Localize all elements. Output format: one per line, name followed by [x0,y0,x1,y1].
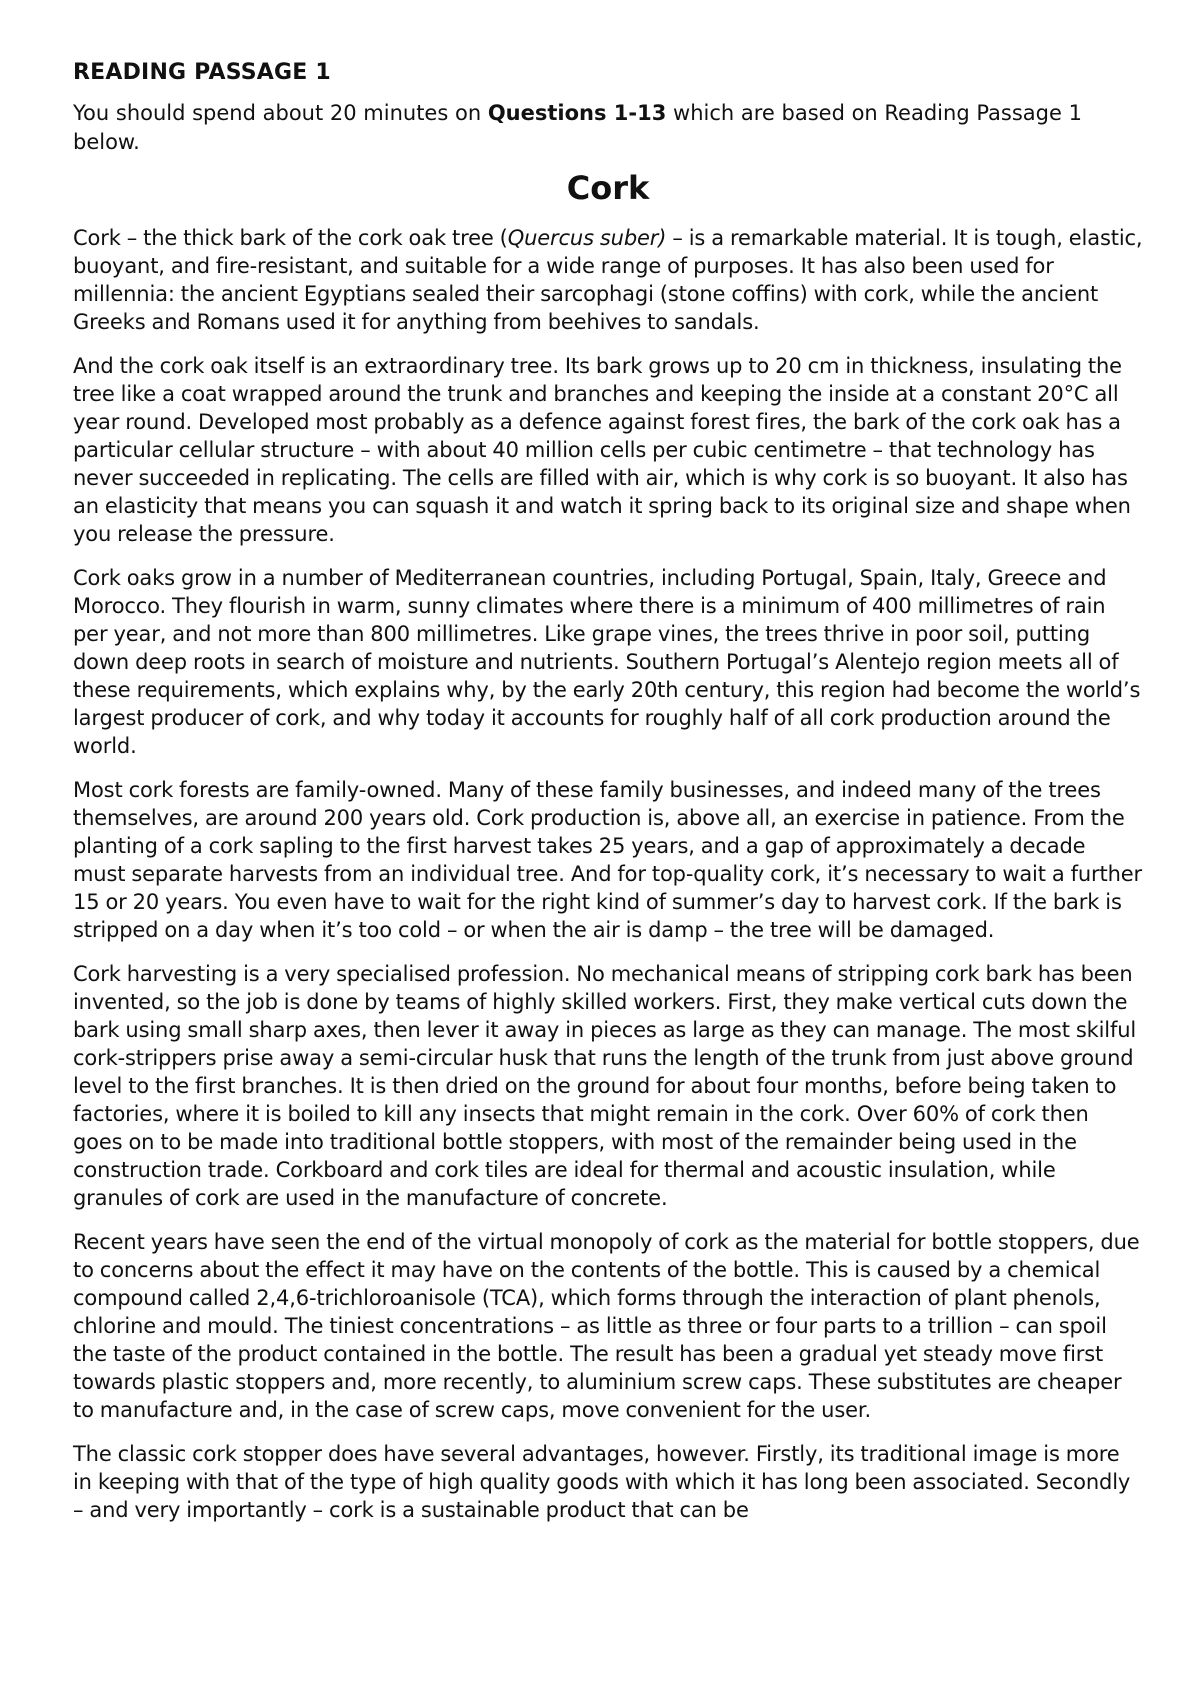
section-heading: READING PASSAGE 1 [73,60,331,85]
paragraph-5: Cork harvesting is a very specialised profession. No mechanical means of stripping cork bark has been invented, so the job is done by teams of highly skilled workers. First, they make vertical cuts down the bark using small sharp axes, then lever it away in pieces as large as they can manage. The most skilful cork-strippers prise away a semi-circular husk that runs the length of the trunk from just above ground level to the first branches. It is then dried on the ground for about four months, before being taken to factories, where it is boiled to kill any insects that might remain in the cork. Over 60% of cork then goes on to be made into traditional bottle stoppers, with most of the remainder being used in the construction trade. Corkboard and cork tiles are ideal for thermal and acoustic insulation, while granules of cork are used in the manufacture of concrete. [73,962,1137,1210]
passage-title: Cork [566,169,650,207]
paragraph-7: The classic cork stopper does have several advantages, however. Firstly, its traditional image is more in keeping with that of the type of high quality goods with which it has long been associated. Secondly – and very importantly – cork is a sustainable product that can be [73,1442,1131,1522]
instructions-questions: Questions 1-13 [487,101,667,125]
paragraph-2: And the cork oak itself is an extraordinary tree. Its bark grows up to 20 cm in thickness, insulating the tree like a coat wrapped around the trunk and branches and keeping the inside at a constant 20°C all year round. Developed most probably as a defence against forest fires, the bark of the cork oak has a particular cellular structure – with about 40 million cells per cubic centimetre – that technology has never succeeded in replicating. The cells are filled with air, which is why cork is so buoyant. It also has an elasticity that means you can squash it and watch it spring back to its original size and shape when you release the pressure. [73,354,1131,546]
scientific-name: Quercus suber) [507,226,667,250]
paragraph-3: Cork oaks grow in a number of Mediterranean countries, including Portugal, Spain, Italy, Greece and Morocco. They flourish in warm, sunny climates where there is a minimum of 400 millimetres of rain per year, and not more than 800 millimetres. Like grape vines, the trees thrive in poor soil, putting down deep roots in search of moisture and nutrients. Southern Portugal’s Alentejo region meets all of these requirements, which explains why, by the early 20th century, this region had become the world’s largest producer of cork, and why today it accounts for roughly half of all cork production around the world. [73,566,1141,758]
paragraph-1 [73,224,1143,336]
paragraph-6: Recent years have seen the end of the virtual monopoly of cork as the material for bottle stoppers, due to concerns about the effect it may have on the contents of the bottle. This is caused by a chemical compound called 2,4,6-trichloroanisole (TCA), which forms through the interaction of plant phenols, chlorine and mould. The tiniest concentrations – as little as three or four parts to a trillion – can spoil the taste of the product contained in the bottle. The result has been a gradual yet steady move first towards plastic stoppers and, more recently, to aluminium screw caps. These substitutes are cheaper to manufacture and, in the case of screw caps, move convenient for the user. [73,1230,1140,1422]
paragraph-4: Most cork forests are family-owned. Many of these family businesses, and indeed many of the trees themselves, are around 200 years old. Cork production is, above all, an exercise in patience. From the planting of a cork sapling to the first harvest takes 25 years, and a gap of approximately a decade must separate harvests from an individual tree. And for top-quality cork, it’s necessary to wait a further 15 or 20 years. You even have to wait for the right kind of summer’s day to harvest cork. If the bark is stripped on a day when it’s too cold – or when the air is damp – the tree will be damaged. [73,778,1142,942]
instructions-text-end: which are based on Reading Passage 1 below. [73,101,1082,154]
paragraph-1-end: – is a remarkable material. It is tough, elastic, buoyant, and fire-resistant, and suitable for a wide range of purposes. It has also been used for millennia: the ancient Egyptians sealed their sarcophagi (stone coffins) with cork, while the ancient Greeks and Romans used it for anything from beehives to sandals. [73,226,1143,334]
document-page [73,52,1143,1540]
paragraph-1-start: Cork – the thick bark of the cork oak tree ( [73,226,508,250]
instructions-text-start: You should spend about 20 minutes on [73,101,488,125]
instructions [73,99,1143,156]
